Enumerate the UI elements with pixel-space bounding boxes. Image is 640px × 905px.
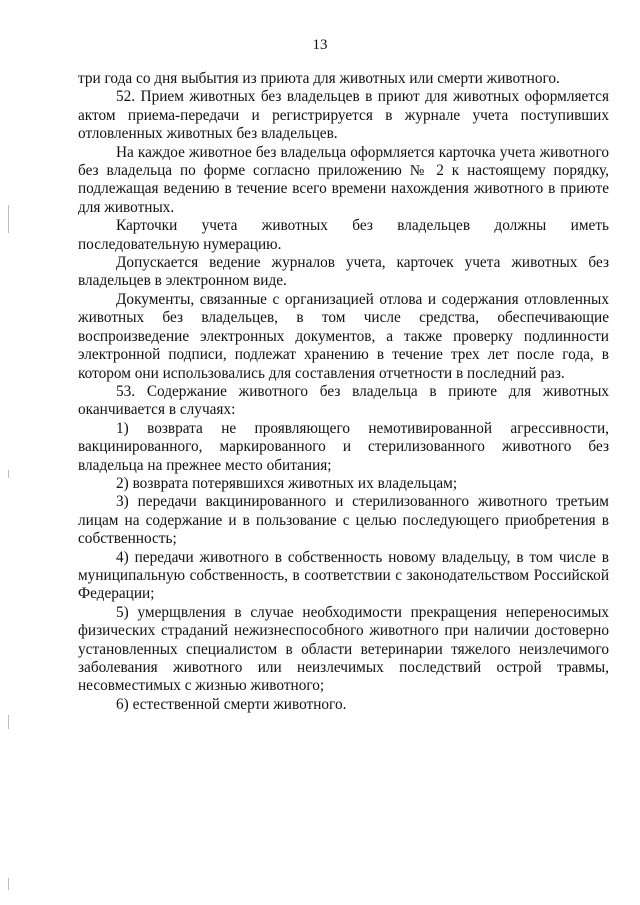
paragraph-card-numbering: Карточки учета животных без владельцев должны иметь последовательную нумерацию. [78,217,609,253]
document-body [78,70,609,714]
paragraph-document-storage: Документы, связанные с организацией отлова и содержания отловленных животных без владельцев, в том числе средства, обеспечивающие воспроизведение электронных документов, а также проверку подлинности электронной подписи, подлежат хранению в течение трех лет после года, в котором они использовались для составления отчетности в последний раз. [78,290,609,382]
list-item-3: 3) передачи вакцинированного и стерилизованного животного третьим лицам на содержание и в пользование с целью последующего приобретения в собственность; [78,493,609,548]
margin-scan-mark [8,205,9,233]
list-item-6: 6) естественной смерти животного. [116,695,347,713]
list-item-4: 4) передачи животного в собственность новому владельцу, в том числе в муниципальную собственность, в соответствии с законодательством Российской Федерации; [78,548,609,603]
paragraph-electronic-records: Допускается ведение журналов учета, карточек учета животных без владельцев в электронном виде. [78,254,609,290]
paragraph-continuation: три года со дня выбытия из приюта для животных или смерти животного. [78,70,560,87]
list-item-5: 5) умерщвления в случае необходимости прекращения непереносимых физических страданий нежизнеспособного животного при наличии достоверно установленных специалистом в области ветеринарии тяжелого неизлечимого заболевания животного или неизлечимых последствий острой травмы, несовместимых с жизнью животного; [78,603,609,695]
paragraph-clause-52: 52. Прием животных без владельцев в приют для животных оформляется актом приема-передачи и регистрируется в журнале учета поступивших отловленных животных без владельцев. [78,88,609,143]
page-number: 13 [312,37,328,53]
margin-scan-mark [8,715,9,729]
margin-scan-mark [8,878,9,890]
margin-scan-mark [8,470,9,478]
list-item-2: 2) возврата потерявшихся животных их владельцам; [116,474,458,492]
paragraph-registration-card: На каждое животное без владельца оформляется карточка учета животного без владельца по форме согласно приложению № 2 к настоящему порядку, подлежащая ведению в течение всего времени нахождения животного в приюте для животных. [78,143,609,216]
list-item-1: 1) возврата не проявляющего немотивированной агрессивности, вакцинированного, маркированного и стерилизованного животного без владельца на прежнее место обитания; [78,419,609,474]
paragraph-clause-53: 53. Содержание животного без владельца в приюте для животных оканчивается в случаях: [78,382,609,419]
